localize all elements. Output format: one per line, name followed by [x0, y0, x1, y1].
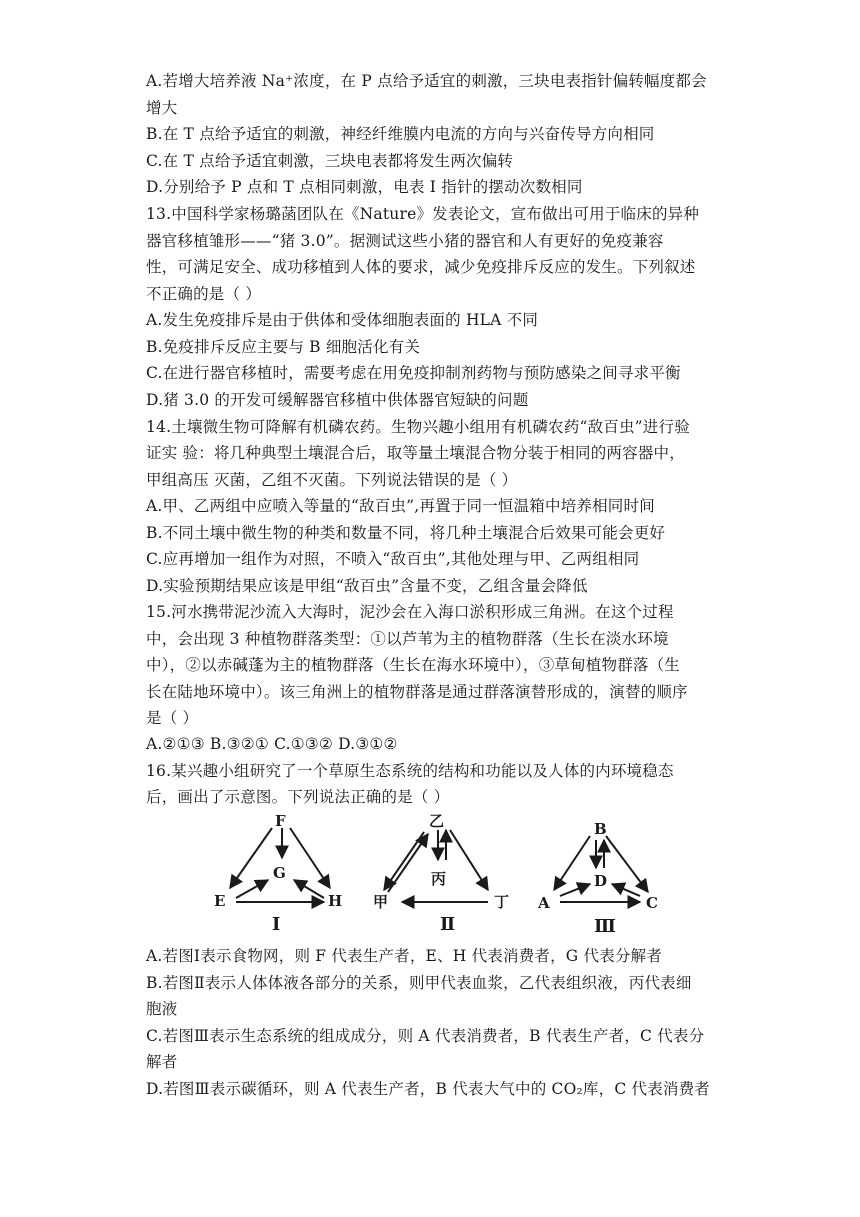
option-12d: D.分别给予 P 点和 T 点相同刺激，电表 I 指针的摆动次数相同: [146, 178, 583, 196]
option-14d: D.实验预期结果应该是甲组“敌百虫”含量不变，乙组含量会降低: [146, 577, 588, 595]
options-15: A.②①③ B.③②① C.①③② D.③①②: [146, 735, 398, 753]
option-14a: A.甲、乙两组中应喷入等量的“敌百虫”,再置于同一恒温箱中培养相同时间: [146, 497, 655, 515]
diagram-1-right: H: [328, 892, 343, 910]
diagram-3: [554, 836, 648, 902]
diagram-1-center: G: [273, 864, 286, 882]
question-13-line4: 不正确的是（ ）: [146, 285, 262, 303]
question-16-line1: 16.某兴趣小组研究了一个草原生态系统的结构和功能以及人体的内环境稳态: [146, 762, 674, 780]
question-15-line4: 长在陆地环境中）。该三角洲上的植物群落是通过群落演替形成的，演替的顺序: [146, 683, 688, 701]
option-12a-line2: 增大: [146, 99, 178, 117]
question-14-line1: 14.土壤微生物可降解有机磷农药。生物兴趣小组用有机磷农药“敌百虫”进行验: [146, 418, 690, 436]
option-16d: D.若图Ⅲ表示碳循环，则 A 代表生产者，B 代表大气中的 CO₂库，C 代表消费者: [146, 1080, 711, 1098]
option-16c-line1: C.若图Ⅲ表示生态系统的组成成分，则 A 代表消费者，B 代表生产者，C 代表分: [146, 1027, 705, 1045]
question-13-line3: 性，可满足安全、成功移植到人体的要求，减少免疫排斥反应的发生。下列叙述: [146, 258, 696, 276]
diagram-2-center: 丙: [431, 870, 447, 888]
option-16c-line2: 解者: [146, 1053, 178, 1071]
diagram-2-right: 丁: [494, 893, 510, 911]
question-14-line2: 证实 验：将几种典型土壤混合后，取等量土壤混合物分装于相同的两容器中，: [146, 444, 685, 462]
option-12b: B.在 T 点给予适宜的刺激，神经纤维膜内电流的方向与兴奋传导方向相同: [146, 125, 655, 143]
diagram-2-label: Ⅱ: [440, 914, 456, 935]
option-13c: C.在进行器官移植时，需要考虑在用免疫抑制剂药物与预防感染之间寻求平衡: [146, 364, 681, 382]
question-16-line2: 后，画出了示意图。下列说法正确的是（ ）: [146, 788, 450, 806]
option-13d: D.猪 3.0 的开发可缓解器官移植中供体器官短缺的问题: [146, 391, 529, 409]
diagram-2-top: 乙: [429, 812, 445, 830]
question-14-line3: 甲组高压 灭菌，乙组不灭菌。下列说法错误的是（ ）: [146, 471, 518, 489]
option-13a: A.发生免疫排斥是由于供体和受体细胞表面的 HLA 不同: [146, 311, 539, 329]
diagram-1-label: Ⅰ: [272, 914, 281, 935]
ecosystem-diagram-figure: [210, 810, 670, 940]
option-12a-line1: A.若增大培养液 Na⁺浓度，在 P 点给予适宜的刺激，三块电表指针偏转幅度都会: [146, 72, 707, 90]
option-12c: C.在 T 点给予适宜刺激，三块电表都将发生两次偏转: [146, 152, 514, 170]
diagram-3-left: A: [538, 894, 550, 912]
question-13-line2: 器官移植雏形——“猪 3.0”。据测试这些小猪的器官和人有更好的免疫兼容: [146, 232, 664, 250]
diagram-1-left: E: [214, 892, 226, 910]
diagram-2: [384, 830, 488, 902]
option-16b-line1: B.若图Ⅱ表示人体体液各部分的关系，则甲代表血浆，乙代表组织液，丙代表细: [146, 974, 692, 992]
diagram-2-left: 甲: [373, 893, 389, 911]
diagram-3-center: D: [594, 872, 608, 890]
option-16b-line2: 胞液: [146, 1000, 178, 1018]
question-15-line5: 是（ ）: [146, 709, 199, 727]
option-16a: A.若图Ⅰ表示食物网，则 F 代表生产者，E、H 代表消费者，G 代表分解者: [146, 947, 663, 965]
option-14c: C.应再增加一组作为对照，不喷入“敌百虫”,其他处理与甲、乙两组相同: [146, 550, 640, 568]
question-15-line2: 中，会出现 3 种植物群落类型：①以芦苇为主的植物群落（生长在淡水环境: [146, 630, 669, 648]
diagram-3-label: Ⅲ: [594, 916, 616, 937]
question-15-line3: 中），②以赤碱蓬为主的植物群落（生长在海水环境中），③草甸植物群落（生: [146, 656, 681, 674]
question-15-line1: 15.河水携带泥沙流入大海时，泥沙会在入海口淤积形成三角洲。在这个过程: [146, 603, 674, 621]
option-14b: B.不同土壤中微生物的种类和数量不同，将几种土壤混合后效果可能会更好: [146, 524, 666, 542]
option-13b: B.免疫排斥反应主要与 B 细胞活化有关: [146, 338, 421, 356]
diagram-3-right: C: [646, 894, 658, 912]
question-13-line1: 13.中国科学家杨璐菡团队在《Nature》发表论文，宣布做出可用于临床的异种: [146, 205, 700, 223]
diagram-1-top: F: [275, 812, 286, 830]
diagram-3-top: B: [594, 820, 607, 838]
